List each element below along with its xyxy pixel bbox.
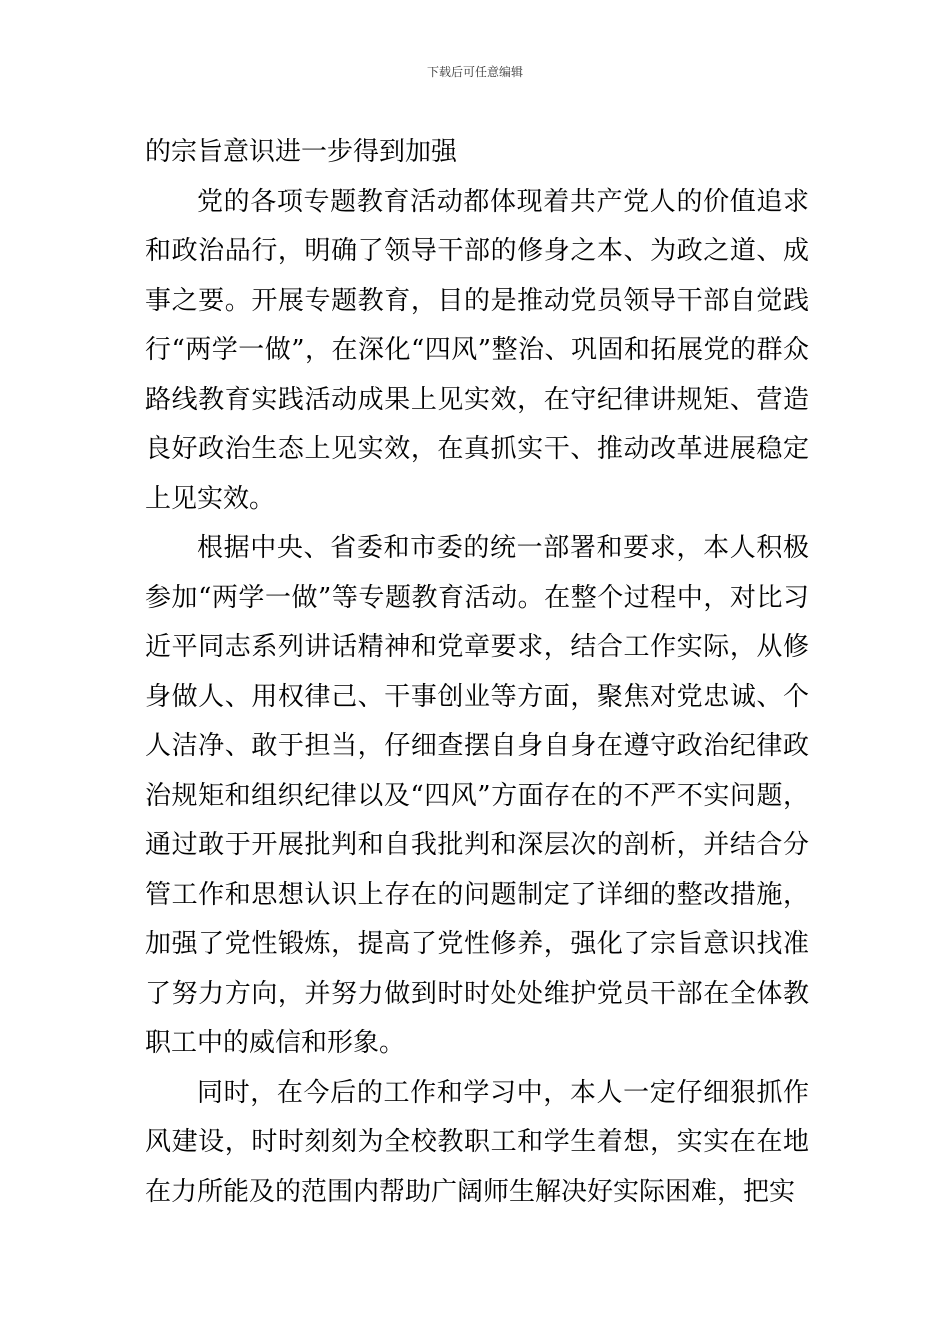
document-body: [145, 128, 809, 1217]
page-header: 下载后可任意编辑: [426, 65, 523, 79]
paragraph: 根据中央、省委和市委的统一部署和要求，本人积极参加“两学一做”等专题教育活动。在整个过程中，对比习近平同志系列讲话精神和党章要求，结合工作实际，从修身做人、用权律己、干事创业等方面，聚焦对党忠诚、个人洁净、敢于担当，仔细查摆自身自身在遵守政治纪律政治规矩和组织纪律以及“四风”方面存在的不严不实问题，通过敢于开展批判和自我批判和深层次的剖析，并结合分管工作和思想认识上存在的问题制定了详细的整改措施，加强了党性锻炼，提高了党性修养，强化了宗旨意识找准了努力方向，并努力做到时时处处维护党员干部在全体教职工中的威信和形象。: [145, 533, 809, 1058]
paragraph: 党的各项专题教育活动都体现着共产党人的价值追求和政治品行，明确了领导干部的修身之本、为政之道、成事之要。开展专题教育，目的是推动党员领导干部自觉践行“两学一做”，在深化“四风”整治、巩固和拓展党的群众路线教育实践活动成果上见实效，在守纪律讲规矩、营造良好政治生态上见实效，在真抓实干、推动改革进展稳定上见实效。: [145, 186, 809, 514]
paragraph: 同时，在今后的工作和学习中，本人一定仔细狠抓作风建设，时时刻刻为全校教职工和学生着想，实实在在地在力所能及的范围内帮助广阔师生解决好实际困难，把实: [145, 1077, 809, 1207]
paragraph-continuation: 的宗旨意识进一步得到加强: [145, 137, 458, 167]
